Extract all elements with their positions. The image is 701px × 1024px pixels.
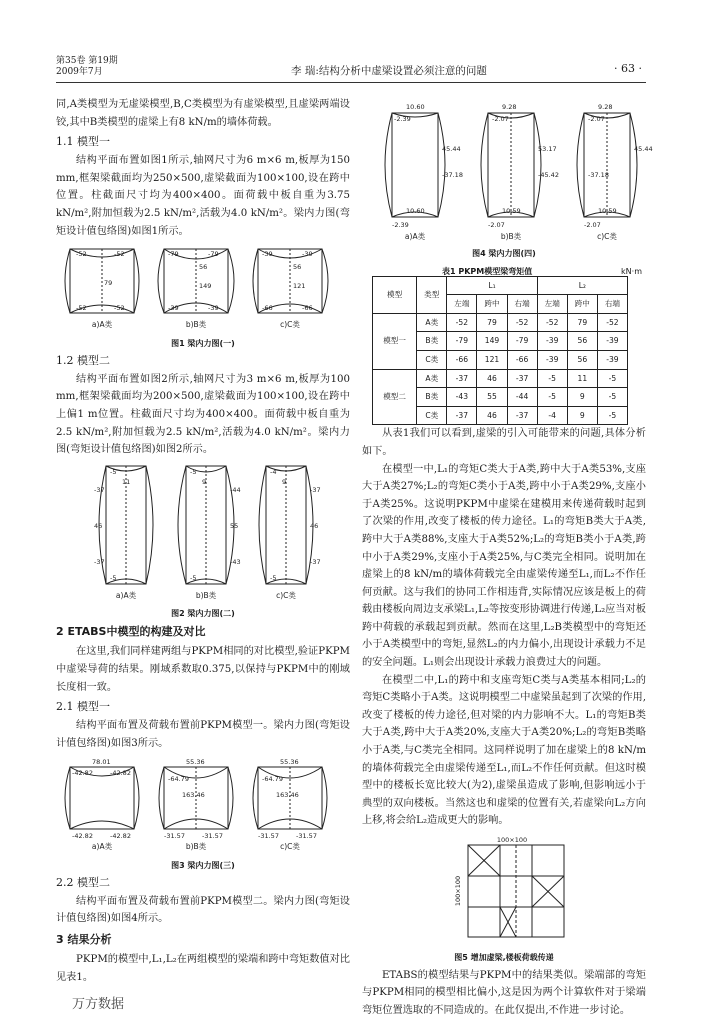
- table-cell: -37: [447, 369, 477, 388]
- table-cell: 56: [567, 350, 597, 369]
- moment-label: -5: [190, 573, 197, 582]
- moment-label: -31.57: [258, 832, 279, 841]
- moment-label: 46: [94, 521, 103, 530]
- subfigure-label: c)C类: [276, 590, 296, 600]
- header-cell: 右端: [597, 295, 627, 314]
- moment-label: 46: [310, 521, 319, 530]
- paragraph: 从表1我们可以看到,虚梁的引入可能带来的问题,具体分析如下。: [362, 428, 646, 457]
- table-cell: 79: [567, 313, 597, 332]
- subfigure-label: b)B类: [185, 842, 207, 852]
- moment-label: -39: [208, 304, 219, 313]
- moment-label: -31.57: [164, 832, 185, 841]
- table-cell: C类: [417, 406, 447, 425]
- page-header: [56, 56, 646, 83]
- table-cell: -66: [507, 350, 537, 369]
- table-cell: -52: [537, 313, 567, 332]
- moment-label: 149: [199, 282, 212, 291]
- subfigure-label: c)C类: [280, 320, 300, 330]
- table-cell: B类: [417, 332, 447, 351]
- moment-label: -79: [168, 250, 179, 259]
- subfigure-label: b)B类: [195, 590, 217, 600]
- table-cell: -5: [537, 369, 567, 388]
- moment-label: -2.07: [492, 115, 509, 123]
- figure-caption: 图5 增加虚梁,楼板荷载传递: [454, 952, 554, 962]
- moment-label: -39: [302, 250, 313, 259]
- moment-label: 9.28: [598, 103, 613, 111]
- moment-label: 163.46: [182, 791, 205, 800]
- table-caption-row: [362, 263, 646, 276]
- figure-1-diagram: [56, 243, 350, 331]
- footer-watermark: 万方数据: [72, 997, 125, 1012]
- table-cell: 模型一: [373, 313, 417, 369]
- figure-5-diagram: [362, 833, 646, 945]
- table-cell: 79: [477, 313, 507, 332]
- moment-label: -42.82: [110, 832, 131, 841]
- moment-label: -5: [270, 573, 277, 582]
- figure-caption: 图4 梁内力图(四): [472, 248, 536, 258]
- table-cell: 9: [567, 388, 597, 407]
- table-row: [373, 313, 628, 332]
- table-cell: -79: [447, 332, 477, 351]
- table-cell: -5: [597, 406, 627, 425]
- moment-label: 45.44: [442, 145, 461, 153]
- subfigure-label: a)A类: [91, 842, 113, 852]
- figure-4: [362, 99, 653, 260]
- section-heading: 2.2 模型二: [56, 875, 110, 889]
- header-cell: 跨中: [567, 295, 597, 314]
- moment-label: -42.82: [110, 769, 131, 778]
- table-cell: B类: [417, 388, 447, 407]
- moment-label: -5: [190, 467, 197, 476]
- fig5-side-label: 100×100: [454, 875, 462, 907]
- table-cell: 11: [567, 369, 597, 388]
- paragraph: PKPM的模型中,L₁,L₂在两组模型的梁端和跨中弯矩数值对比见表1。: [56, 954, 350, 983]
- moment-label: -2.39: [392, 221, 409, 229]
- header-cell: 右端: [507, 295, 537, 314]
- table-cell: -52: [507, 313, 537, 332]
- page-number: · 63 ·: [614, 62, 642, 75]
- table-cell: 46: [477, 369, 507, 388]
- left-column: [56, 96, 350, 986]
- figure-caption: 图2 梁内力图(二): [171, 609, 235, 619]
- running-title: 李 瑞:结构分析中虚梁设置必须注意的问题: [291, 65, 487, 77]
- moment-label: -66: [262, 304, 273, 313]
- table-cell: -52: [447, 313, 477, 332]
- table-row: [373, 369, 628, 388]
- header-cell: 模型: [373, 276, 417, 313]
- header-cell: L₁: [447, 276, 537, 295]
- moment-label: -64.79: [262, 775, 283, 784]
- fig5-top-label: 100×100: [496, 836, 528, 844]
- moment-label: -79: [208, 250, 219, 259]
- moment-label: -31.57: [296, 832, 317, 841]
- moment-label: 163.46: [276, 791, 299, 800]
- paragraph: ETABS的模型结果与PKPM中的结果类似。梁端部的弯矩与PKPM相同的模型相比偏小,这是因为两个计算软件对于梁端弯矩位置选取的不同造成的。在此仅提出,不作进一步讨论。: [362, 969, 646, 1016]
- section-heading: 1.2 模型二: [56, 353, 110, 367]
- table-cell: -44: [507, 388, 537, 407]
- section-heading: 2.1 模型一: [56, 700, 110, 714]
- figure-4-diagram: [362, 99, 653, 241]
- figure-caption: 图3 梁内力图(三): [171, 860, 235, 870]
- moment-label: 10.59: [502, 207, 521, 215]
- moment-label: -2.39: [394, 115, 411, 123]
- moment-label: -37.18: [442, 171, 463, 179]
- table-cell: -37: [447, 406, 477, 425]
- moment-label: 79: [104, 279, 113, 288]
- table-cell: -5: [597, 369, 627, 388]
- subfigure-label: b)B类: [185, 320, 207, 330]
- table-cell: 56: [567, 332, 597, 351]
- subfigure-label: a)A类: [91, 320, 113, 330]
- subfigure-label: c)C类: [597, 232, 617, 241]
- moment-label: -42.82: [72, 832, 93, 841]
- moment-label: 121: [293, 282, 306, 291]
- header-cell: 跨中: [477, 295, 507, 314]
- paragraph: 同,A类模型为无虚梁模型,B,C类模型为有虚梁模型,且虚梁两端设铰,其中B类模型的虚梁上有8 kN/m的墙体荷载。: [56, 99, 350, 128]
- moment-label: 56: [199, 263, 208, 272]
- paragraph: 在模型二中,L₁的跨中和支座弯矩C类与A类基本相同;L₂的弯矩C类略小于A类。这说明模型二中虚梁虽起到了次梁的作用,改变了楼板的传力途径,但对梁的内力影响不大。L₁的弯矩B类大于A类,跨中大于A类20%,支座大于A类20%;L₂的弯矩B类略小于A类,与C类完全相同。这同样说明了加在虚梁上的8 kN/m的墙体荷载完全由虚梁传递至L₁,而L₂不作任何贡献。但这时模型中的楼板长宽比较大(为2),虚梁虽造成了影响,但影响远小于典型的双向楼板。当然这也和虚梁的位置有关,若虚梁向L₂方向上移,将会给L₂造成更大的影响。: [362, 674, 646, 827]
- moment-label: -44: [230, 485, 241, 494]
- moment-label: -2.07: [488, 221, 505, 229]
- table-caption: 表1 PKPM模型梁弯矩值: [442, 266, 533, 276]
- moment-label: -39: [168, 304, 179, 313]
- moment-label: -37: [310, 557, 321, 566]
- moment-label: 53.17: [538, 145, 557, 153]
- paragraph: 结构平面布置如图1所示,轴网尺寸为6 m×6 m,板厚为150 mm,框架梁截面均为250×500,虚梁截面为100×100,设在跨中位置。柱截面尺寸均为400×400。面荷载中板自重为3.75 kN/m²,附加恒载为2.5 kN/m²,活载为4.0 kN/m²。梁内力图(弯矩设计值包络图)如图1所示。: [56, 155, 350, 237]
- moment-label: -31.57: [202, 832, 223, 841]
- right-column: [362, 96, 653, 1019]
- moment-label: -5: [110, 573, 117, 582]
- paragraph: 结构平面布置及荷载布置前PKPM模型二。梁内力图(弯矩设计值包络图)如图4所示。: [56, 895, 350, 925]
- subfigure-label: c)C类: [280, 842, 300, 852]
- table-cell: -43: [447, 388, 477, 407]
- figure-1: [56, 243, 350, 350]
- table-cell: -79: [507, 332, 537, 351]
- journal-volume: 第35卷 第19期 2009年7月: [56, 56, 118, 77]
- table-cell: 55: [477, 388, 507, 407]
- moment-label: 55.36: [186, 758, 205, 767]
- moment-label: -2.07: [588, 115, 605, 123]
- moment-label: -42.82: [72, 769, 93, 778]
- table-cell: -39: [597, 350, 627, 369]
- subfigure-label: a)A类: [404, 232, 426, 241]
- section-heading: 1.1 模型一: [56, 135, 110, 149]
- table-cell: -66: [447, 350, 477, 369]
- moment-label: -52: [76, 250, 87, 259]
- table-unit: kN·m: [621, 266, 642, 276]
- moment-label: 45.44: [634, 145, 653, 153]
- moment-label: 56: [293, 263, 302, 272]
- moment-label: -37: [94, 557, 105, 566]
- table-cell: -39: [597, 332, 627, 351]
- moment-table: [372, 276, 628, 426]
- moment-label: -37: [310, 485, 321, 494]
- moment-label: -43: [230, 557, 241, 566]
- section-heading: 3 结果分析: [56, 933, 112, 947]
- table-cell: 121: [477, 350, 507, 369]
- moment-label: 9: [282, 477, 287, 486]
- table-cell: 149: [477, 332, 507, 351]
- moment-label: 10.60: [406, 207, 425, 215]
- figure-3-diagram: [56, 755, 350, 853]
- table-cell: 46: [477, 406, 507, 425]
- table-cell: -39: [537, 332, 567, 351]
- moment-label: -37: [94, 485, 105, 494]
- table-cell: 模型二: [373, 369, 417, 425]
- moment-label: -4: [270, 467, 277, 476]
- header-cell: 左端: [447, 295, 477, 314]
- moment-label: -5: [110, 467, 117, 476]
- subfigure-label: a)A类: [115, 590, 137, 600]
- table-cell: -37: [507, 369, 537, 388]
- subfigure-label: b)B类: [500, 232, 522, 241]
- moment-label: -66: [302, 304, 313, 313]
- figure-2: [56, 462, 350, 621]
- table-cell: -5: [597, 388, 627, 407]
- table-cell: A类: [417, 369, 447, 388]
- moment-label: -52: [114, 250, 125, 259]
- figure-2-diagram: [56, 462, 350, 602]
- table-cell: C类: [417, 350, 447, 369]
- moment-label: -39: [262, 250, 273, 259]
- moment-label: -2.07: [584, 221, 601, 229]
- moment-label: -52: [114, 304, 125, 313]
- figure-5: [362, 833, 646, 964]
- table-cell: -52: [597, 313, 627, 332]
- table-cell: 9: [567, 406, 597, 425]
- table-cell: -39: [537, 350, 567, 369]
- table-cell: A类: [417, 313, 447, 332]
- moment-label: 10.60: [406, 103, 425, 111]
- moment-label: -37.18: [588, 171, 609, 179]
- paragraph: 在这里,我们同样建两组与PKPM相同的对比模型,验证PKPM中虚梁导荷的结果。刚域系数取0.375,以保持与PKPM中的刚域长度相一致。: [56, 646, 350, 693]
- section-heading: 2 ETABS中模型的构建及对比: [56, 625, 206, 639]
- moment-label: -64.79: [168, 775, 189, 784]
- header-cell: 类型: [417, 276, 447, 313]
- moment-label: 9: [202, 477, 207, 486]
- moment-label: -45.42: [538, 171, 559, 179]
- moment-label: 9.28: [502, 103, 517, 111]
- header-cell: L₂: [537, 276, 627, 295]
- moment-label: 55.36: [280, 758, 299, 767]
- header-cell: 左端: [537, 295, 567, 314]
- table-cell: -5: [537, 388, 567, 407]
- moment-label: 11: [122, 477, 131, 486]
- paragraph: 结构平面布置如图2所示,轴网尺寸为3 m×6 m,板厚为100 mm,框架梁截面均为200×500,虚梁截面为100×100,设在跨中上偏1 m位置。柱截面尺寸均为400×400。面荷载中板自重为2.5 kN/m²,附加恒载为2.5 kN/m²,活载为4.0 kN/m²。梁内力图(弯矩设计值包络图)如图2所示。: [56, 373, 350, 456]
- moment-label: 55: [230, 521, 239, 530]
- moment-label: 10.59: [598, 207, 617, 215]
- moment-label: -52: [76, 304, 87, 313]
- moment-label: 78.01: [92, 758, 111, 767]
- paragraph: 在模型一中,L₁的弯矩C类大于A类,跨中大于A类53%,支座大于A类27%;L₂的弯矩C类小于A类,跨中小于A类29%,支座小于A类25%。这说明PKPM中虚梁在建模用来传递荷载时起到了次梁的作用,改变了楼板的传力途径。L₁的弯矩B类大于A类,跨中大于A类88%,支座大于A类52%;L₂的弯矩B类小于A类,跨中小于A类29%,支座小于A类25%,与C类完全相同。说明加在虚梁上的8 kN/m的墙体荷载完全由虚梁传递至L₁,而L₂不作任何贡献。这与我们的协同工作相违背,实际情况应该是板上的荷载由楼板向周边支承梁L₁,L₂等按变形协调进行传递,L₂应当对板跨中荷载的承载起到贡献。然而在这里,L₂B类模型中的弯矩还小于A类模型中的弯矩,显然L₂的内力偏小,出现设计承载力不足的安全问题。L₁则会出现设计承载力浪费过大的问题。: [362, 463, 646, 669]
- figure-3: [56, 755, 350, 872]
- table-cell: -4: [537, 406, 567, 425]
- paragraph: 结构平面布置及荷载布置前PKPM模型一。梁内力图(弯矩设计值包络图)如图3所示。: [56, 720, 350, 749]
- table-cell: -37: [507, 406, 537, 425]
- figure-caption: 图1 梁内力图(一): [171, 338, 235, 348]
